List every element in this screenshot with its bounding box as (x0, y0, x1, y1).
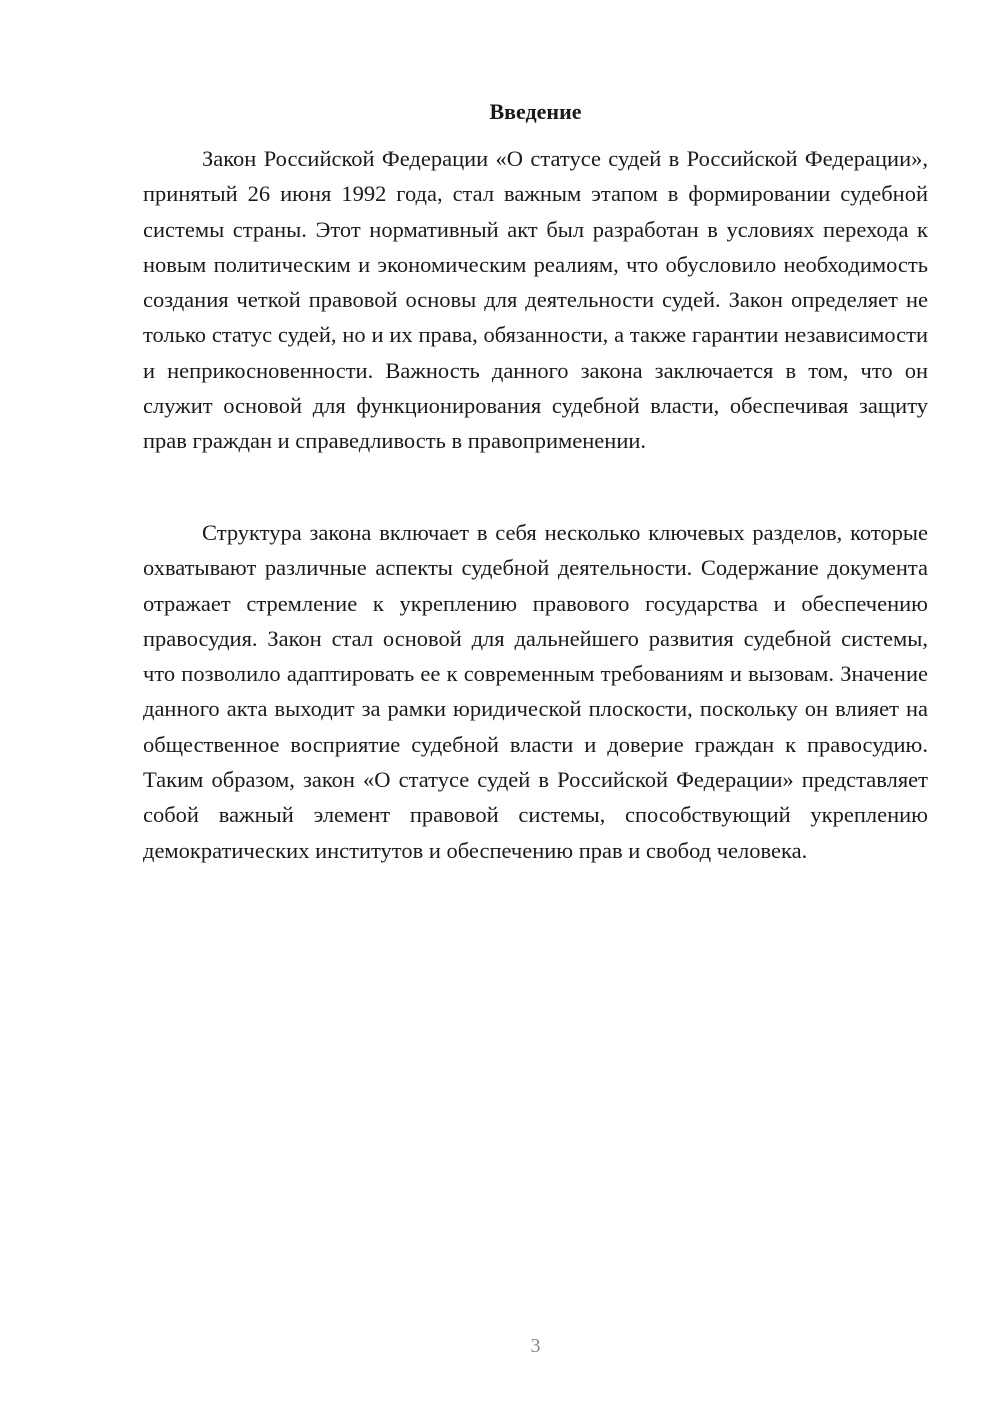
page-number: 3 (530, 1335, 541, 1357)
section-title: Введение (489, 99, 582, 124)
body-paragraph-1: Закон Российской Федерации «О статусе судей в Российской Федерации», принятый 26 июня 1992 года, стал важным этапом в формировании судебной системы страны. Этот нормативный акт был разработан в условиях перехода к новым политическим и экономическим реалиям, что обусловило необходимость создания четкой правовой основы для деятельности судей. Закон определяет не только статус судей, но и их права, обязанности, а также гарантии независимости и неприкосновенности. Важность данного закона заключается в том, что он служит основой для функционирования судебной власти, обеспечивая защиту прав граждан и справедливость в правоприменении. (143, 146, 928, 454)
body-paragraph-2: Структура закона включает в себя несколько ключевых разделов, которые охватывают различные аспекты судебной деятельности. Содержание документа отражает стремление к укреплению правового государства и обеспечению правосудия. Закон стал основой для дальнейшего развития судебной системы, что позволило адаптировать ее к современным требованиям и вызовам. Значение данного акта выходит за рамки юридической плоскости, поскольку он влияет на общественное восприятие судебной власти и доверие граждан к правосудию. Таким образом, закон «О статусе судей в Российской Федерации» представляет собой важный элемент правовой системы, способствующий укреплению демократических институтов и обеспечению прав и свобод человека. (143, 520, 928, 863)
